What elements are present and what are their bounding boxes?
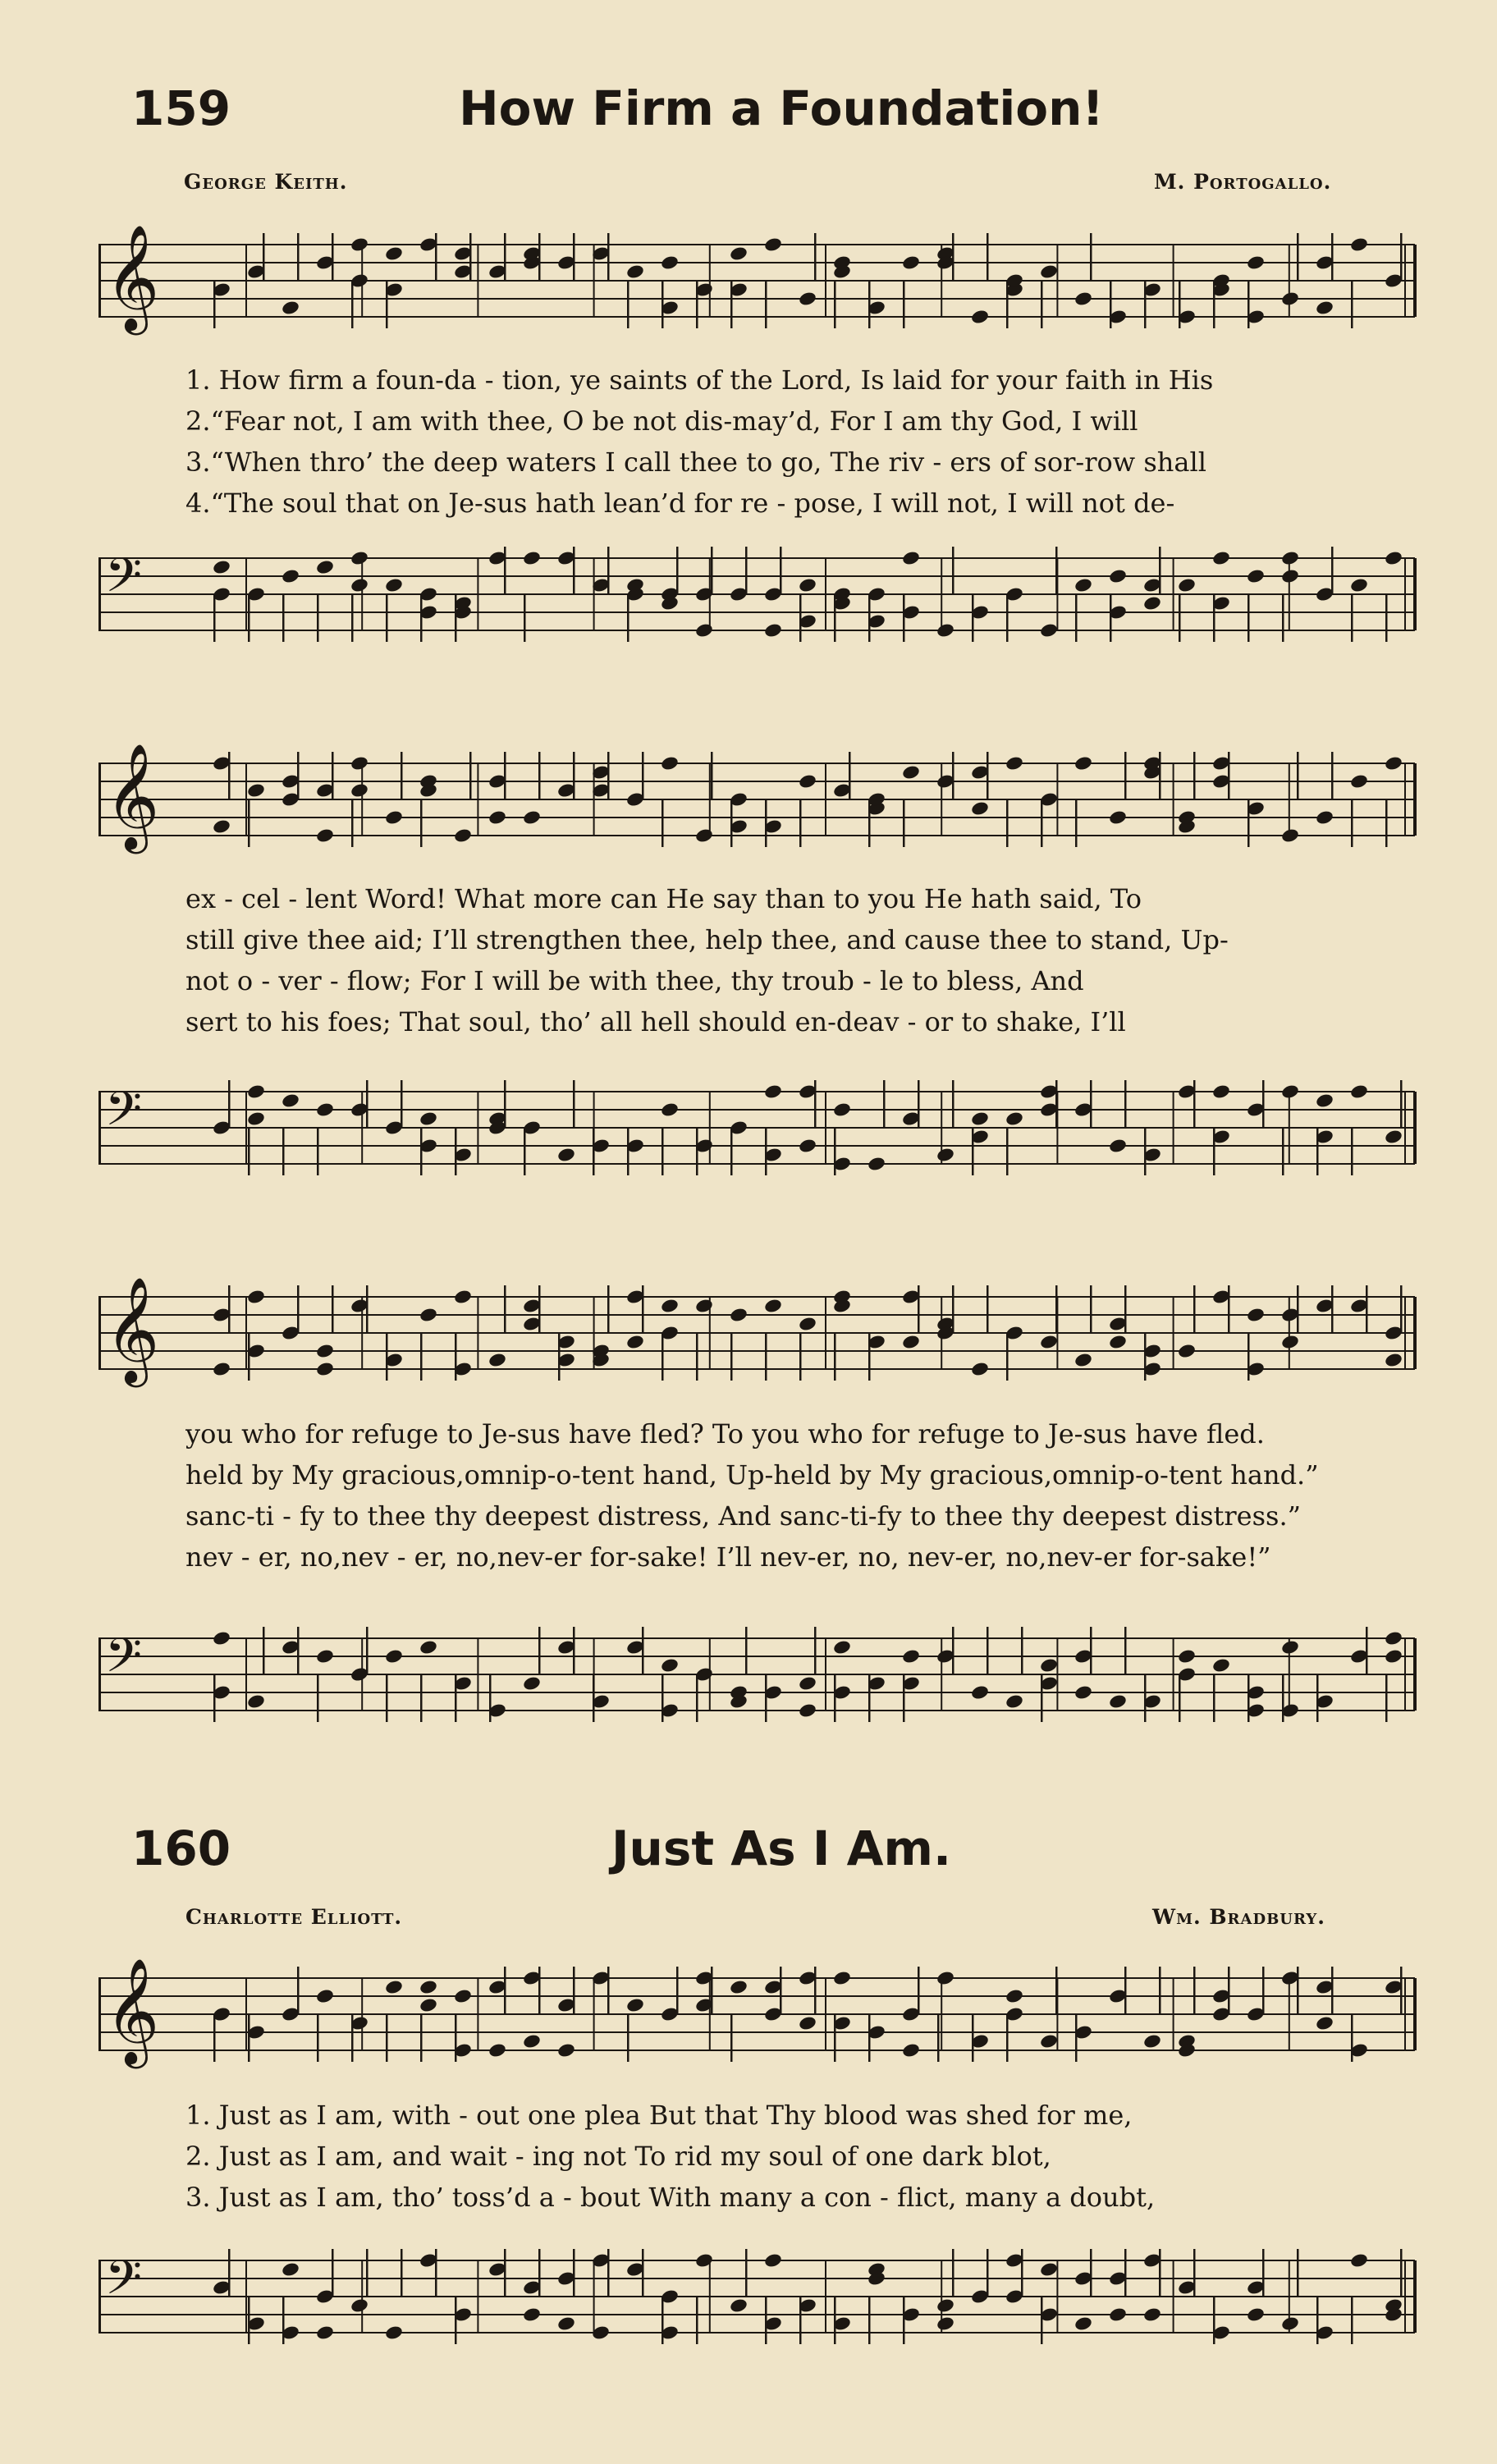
lyric-line: 2. Just as I am, and wait - ing not To rid my soul of one dark blot,	[185, 2141, 1051, 2172]
hymn-title: Just As I Am.	[611, 1821, 952, 1876]
treble-staff	[98, 1264, 1421, 1428]
hymn-number: 159	[131, 80, 231, 136]
treble-staff	[98, 730, 1421, 895]
lyric-line: 3. Just as I am, tho’ toss’d a - bout With many a con - flict, many a doubt,	[185, 2182, 1156, 2213]
lyric-line: sert to his foes; That soul, tho’ all hell should en-deav - or to shake, I’ll	[185, 1006, 1126, 1037]
bass-staff	[98, 1605, 1421, 1770]
lyric-line: 1. Just as I am, with - out one plea But that Thy blood was shed for me,	[185, 2100, 1133, 2131]
hymn-number: 160	[131, 1821, 231, 1876]
svg-text:𝄞: 𝄞	[105, 1958, 160, 2064]
lyric-line: 4.“The soul that on Je-sus hath lean’d for re - pose, I will not, I will not de-	[185, 488, 1175, 519]
svg-text:𝄞: 𝄞	[105, 743, 160, 850]
music-credit: M. Portogallo.	[1154, 170, 1332, 194]
lyric-line: you who for refuge to Je-sus have fled? To you who for refuge to Je-sus have fled.	[185, 1418, 1265, 1450]
svg-text:𝄢: 𝄢	[105, 1628, 143, 1695]
lyric-line: not o - ver - flow; For I will be with thee, thy troub - le to bless, And	[185, 965, 1084, 996]
svg-text:𝄞: 𝄞	[105, 224, 160, 331]
treble-staff	[98, 1945, 1421, 2109]
lyric-line: held by My gracious,omnip-o-tent hand, Up-held by My gracious,omnip-o-tent hand.”	[185, 1459, 1319, 1491]
svg-text:𝄞: 𝄞	[105, 1276, 160, 1383]
bass-staff	[98, 1059, 1421, 1223]
lyric-line: still give thee aid; I’ll strengthen thee, help thee, and cause thee to stand, Up-	[185, 924, 1229, 955]
svg-text:𝄢: 𝄢	[105, 1081, 143, 1148]
bass-staff	[98, 525, 1421, 689]
svg-text:𝄢: 𝄢	[105, 547, 143, 615]
lyric-line: ex - cel - lent Word! What more can He say than to you He hath said, To	[185, 883, 1142, 914]
lyric-line: 2.“Fear not, I am with thee, O be not dis-may’d, For I am thy God, I will	[185, 405, 1138, 437]
lyric-line: nev - er, no,nev - er, no,nev-er for-sake! I’ll nev-er, no, nev-er, no,nev-er for-sake!”	[185, 1541, 1271, 1573]
lyric-line: 1. How firm a foun-da - tion, ye saints of the Lord, Is laid for your faith in His	[185, 364, 1214, 396]
treble-staff	[98, 212, 1421, 376]
hymn-title: How Firm a Foundation!	[459, 80, 1104, 136]
svg-text:𝄢: 𝄢	[105, 2250, 143, 2317]
music-credit: Wm. Bradbury.	[1152, 1905, 1325, 1929]
bass-staff	[98, 2228, 1421, 2392]
words-credit: George Keith.	[184, 170, 348, 194]
lyric-line: 3.“When thro’ the deep waters I call thee to go, The riv - ers of sor-row shall	[185, 447, 1206, 478]
lyric-line: sanc-ti - fy to thee thy deepest distress, And sanc-ti-fy to thee thy deepest distress.”	[185, 1500, 1301, 1532]
words-credit: Charlotte Elliott.	[185, 1905, 403, 1929]
